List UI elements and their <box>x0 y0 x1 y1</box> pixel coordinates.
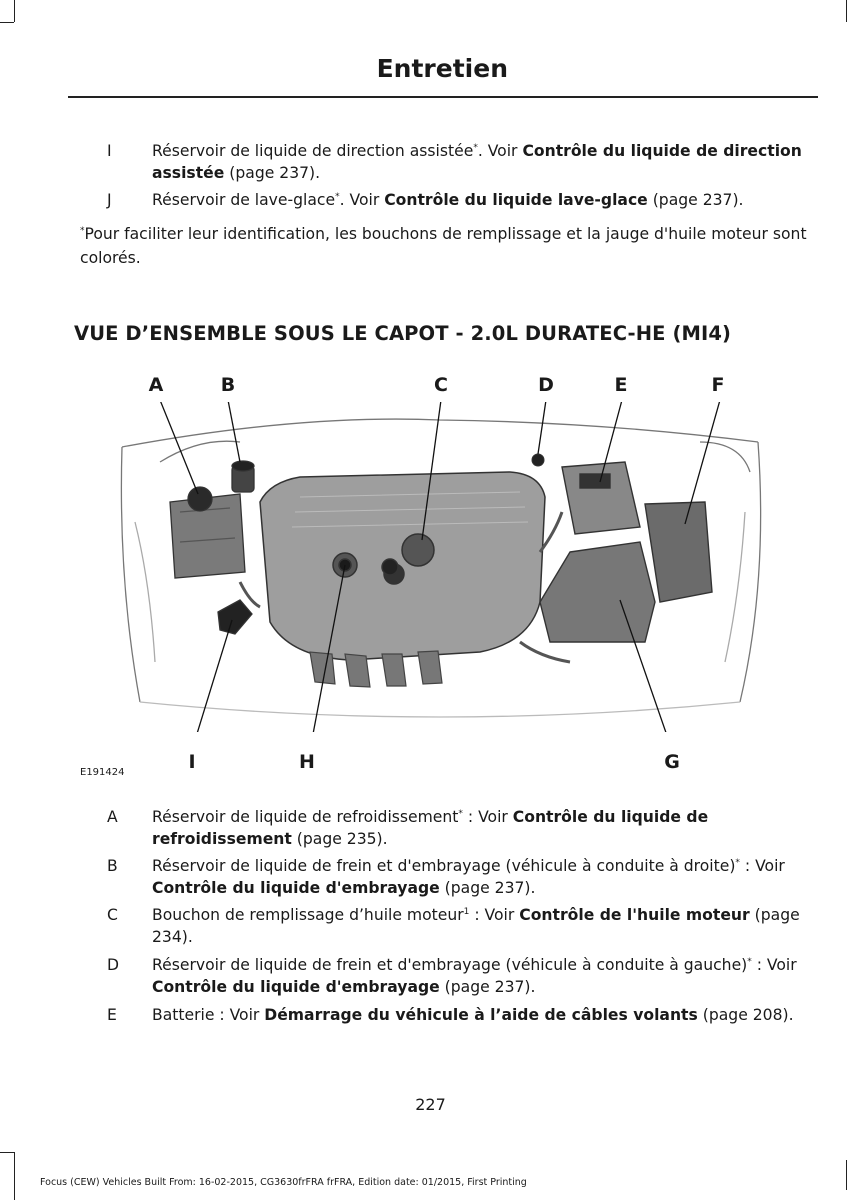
footnote: *Pour faciliter leur identification, les bouchons de remplissage et la jauge d'huile moteur sont colorés. <box>80 225 807 267</box>
page-title: Entretien <box>376 54 508 83</box>
crop-mark <box>0 1152 14 1153</box>
callout-label: I <box>188 751 196 773</box>
crop-mark <box>14 0 15 22</box>
fuse-box <box>645 502 712 602</box>
section-heading: VUE D’ENSEMBLE SOUS LE CAPOT - 2.0L DURATEC-HE (MI4) <box>74 322 732 345</box>
callout-label: A <box>148 374 164 396</box>
washer-reservoir-cap <box>532 454 544 466</box>
crop-mark <box>846 1160 847 1190</box>
item-text: Batterie : Voir Démarrage du véhicule à l’aide de câbles volants (page 208). <box>152 1006 794 1024</box>
item-text: Réservoir de liquide de refroidissement* : Voir Contrôle du liquide de refroidissement (page 235). <box>152 808 709 848</box>
header-divider <box>68 96 818 98</box>
battery <box>562 462 640 534</box>
cross-reference-link[interactable]: Contrôle du liquide d'embrayage <box>152 978 440 996</box>
item-letter: E <box>107 1006 117 1024</box>
item-text: Réservoir de lave-glace*. Voir Contrôle du liquide lave-glace (page 237). <box>152 191 744 209</box>
item-text: Bouchon de remplissage d’huile moteur$^1$ : Voir Contrôle de l'huile moteur (page 234). <box>152 906 800 946</box>
item-letter: A <box>107 808 118 826</box>
item-text: Réservoir de liquide de frein et d'embrayage (véhicule à conduite à gauche)* : Voir Contrôle du liquide d'embrayage (page 237). <box>152 956 797 996</box>
cross-reference-link[interactable]: Démarrage du véhicule à l’aide de câbles volants <box>264 1006 698 1024</box>
air-filter-box <box>540 542 655 642</box>
footer-text: Focus (CEW) Vehicles Built From: 16-02-2015, CG3630frFRA frFRA, Edition date: 01/2015, First Printing <box>40 1177 527 1188</box>
power-steering-reservoir <box>218 600 252 634</box>
image-code: E191424 <box>80 767 125 778</box>
callout-label: E <box>614 374 628 396</box>
item-text: Réservoir de liquide de frein et d'embrayage (véhicule à conduite à droite)* : Voir Contrôle du liquide d'embrayage (page 237). <box>152 857 785 897</box>
cross-reference-link[interactable]: Contrôle du liquide de refroidissement <box>152 808 709 848</box>
item-letter: C <box>107 906 118 924</box>
crop-mark <box>0 22 14 23</box>
cross-reference-link[interactable]: Contrôle du liquide de direction assistée <box>152 142 802 182</box>
item-letter: D <box>107 956 120 974</box>
coolant-reservoir <box>170 487 245 578</box>
engine-cover <box>260 472 545 660</box>
cross-reference-link[interactable]: Contrôle de l'huile moteur <box>519 906 750 924</box>
callout-label: H <box>299 751 315 773</box>
cross-reference-link[interactable]: Contrôle du liquide d'embrayage <box>152 879 440 897</box>
callout-label: B <box>220 374 236 396</box>
item-letter: B <box>107 857 118 875</box>
cross-reference-link[interactable]: Contrôle du liquide lave-glace <box>384 191 648 209</box>
brake-fluid-reservoir <box>232 461 254 492</box>
crop-mark <box>14 1152 15 1200</box>
callout-label: F <box>711 374 725 396</box>
item-letter: J <box>107 191 112 209</box>
crop-mark <box>846 0 847 22</box>
item-text: Réservoir de liquide de direction assistée*. Voir Contrôle du liquide de direction assistée (page 237). <box>152 142 802 182</box>
callout-label: G <box>664 751 680 773</box>
callout-label: D <box>538 374 554 396</box>
item-letter: I <box>107 142 112 160</box>
page-number: 227 <box>415 1095 446 1114</box>
callout-label: C <box>434 374 448 396</box>
engine-bay-illustration <box>100 402 780 732</box>
